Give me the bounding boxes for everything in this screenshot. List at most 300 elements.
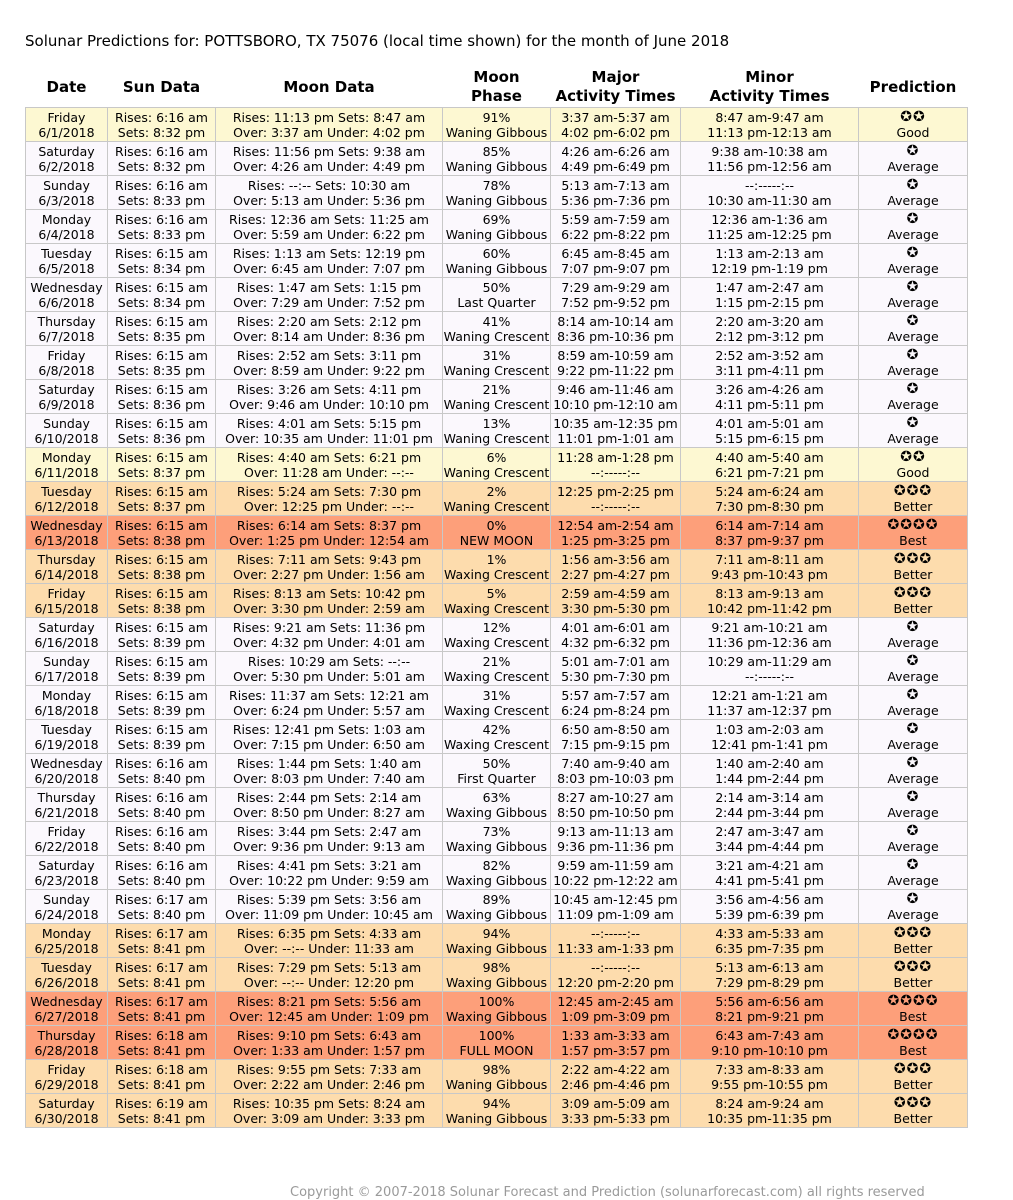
major-cell bbox=[551, 584, 681, 618]
major-time-1: 11:28 am-1:28 pm bbox=[557, 449, 674, 465]
major-time-1: 7:29 am-9:29 am bbox=[561, 279, 670, 295]
rating-label: Average bbox=[887, 906, 939, 922]
major-time-1: 4:01 am-6:01 am bbox=[561, 619, 670, 635]
minor-time-2: 6:21 pm-7:21 pm bbox=[715, 464, 824, 480]
major-cell bbox=[551, 822, 681, 856]
phase-percent: 94% bbox=[482, 925, 511, 941]
prediction-cell bbox=[859, 788, 968, 822]
date-value: 6/1/2018 bbox=[38, 124, 95, 140]
minor-time-2: 11:13 pm-12:13 am bbox=[707, 124, 832, 140]
major-cell bbox=[551, 244, 681, 278]
date-cell bbox=[26, 924, 108, 958]
minor-cell bbox=[681, 686, 859, 720]
major-time-2: 7:52 pm-9:52 pm bbox=[561, 294, 670, 310]
moon-over-under: Over: 1:25 pm Under: 12:54 am bbox=[229, 532, 429, 548]
date-value: 6/10/2018 bbox=[34, 430, 99, 446]
phase-percent: 12% bbox=[482, 619, 511, 635]
minor-time-1: 1:03 am-2:03 am bbox=[715, 721, 824, 737]
minor-time-2: 11:36 pm-12:36 am bbox=[707, 634, 832, 650]
phase-cell bbox=[443, 346, 551, 380]
phase-percent: 78% bbox=[482, 177, 511, 193]
moon-over-under: Over: 11:28 am Under: --:-- bbox=[244, 464, 414, 480]
minor-time-1: 8:13 am-9:13 am bbox=[715, 585, 824, 601]
phase-name: Waning Crescent bbox=[443, 498, 550, 514]
phase-percent: 13% bbox=[482, 415, 511, 431]
prediction-cell bbox=[859, 1026, 968, 1060]
rating-label: Average bbox=[887, 838, 939, 854]
moon-cell bbox=[216, 788, 443, 822]
moon-over-under: Over: 3:37 am Under: 4:02 pm bbox=[233, 124, 425, 140]
star-rating-icon: ✪ bbox=[906, 754, 920, 771]
sun-cell bbox=[108, 1094, 216, 1128]
sun-set: Sets: 8:34 pm bbox=[117, 260, 206, 276]
date-cell bbox=[26, 788, 108, 822]
phase-percent: 98% bbox=[482, 959, 511, 975]
date-cell bbox=[26, 618, 108, 652]
minor-cell bbox=[681, 414, 859, 448]
sun-set: Sets: 8:41 pm bbox=[117, 974, 206, 990]
minor-time-1: 2:47 am-3:47 am bbox=[715, 823, 824, 839]
col-moon-data: Moon Data bbox=[216, 67, 443, 108]
phase-name: Waxing Gibbous bbox=[445, 838, 548, 854]
moon-over-under: Over: 11:09 pm Under: 10:45 am bbox=[225, 906, 433, 922]
major-time-2: 7:15 pm-9:15 pm bbox=[561, 736, 670, 752]
date-value: 6/9/2018 bbox=[38, 396, 95, 412]
minor-time-2: 4:11 pm-5:11 pm bbox=[715, 396, 824, 412]
sun-cell bbox=[108, 448, 216, 482]
table-row bbox=[26, 210, 968, 244]
moon-cell bbox=[216, 278, 443, 312]
minor-time-2: 8:21 pm-9:21 pm bbox=[715, 1008, 824, 1024]
minor-cell bbox=[681, 380, 859, 414]
phase-name: Waning Gibbous bbox=[445, 1076, 548, 1092]
moon-rise-set: Rises: 11:56 pm Sets: 9:38 am bbox=[232, 143, 426, 159]
prediction-cell bbox=[859, 652, 968, 686]
phase-cell bbox=[443, 754, 551, 788]
minor-time-1: 3:21 am-4:21 am bbox=[715, 857, 824, 873]
star-rating-icon: ✪✪✪ bbox=[893, 958, 933, 975]
phase-name: Waxing Crescent bbox=[443, 736, 550, 752]
moon-rise-set: Rises: 9:10 pm Sets: 6:43 am bbox=[236, 1027, 422, 1043]
sun-set: Sets: 8:32 pm bbox=[117, 158, 206, 174]
col-prediction: Prediction bbox=[859, 67, 968, 108]
sun-set: Sets: 8:33 pm bbox=[117, 226, 206, 242]
phase-cell bbox=[443, 822, 551, 856]
phase-cell bbox=[443, 1094, 551, 1128]
minor-time-1: 7:33 am-8:33 am bbox=[715, 1061, 824, 1077]
prediction-cell bbox=[859, 482, 968, 516]
major-time-2: 5:36 pm-7:36 pm bbox=[561, 192, 670, 208]
rating-label: Average bbox=[887, 736, 939, 752]
star-rating-icon: ✪ bbox=[906, 312, 920, 329]
phase-name: Waxing Gibbous bbox=[445, 804, 548, 820]
moon-rise-set: Rises: 10:29 am Sets: --:-- bbox=[247, 653, 411, 669]
moon-cell bbox=[216, 1094, 443, 1128]
moon-over-under: Over: 4:32 pm Under: 4:01 am bbox=[233, 634, 425, 650]
day-name: Friday bbox=[47, 1061, 86, 1077]
phase-cell bbox=[443, 108, 551, 142]
minor-cell bbox=[681, 754, 859, 788]
prediction-cell bbox=[859, 414, 968, 448]
phase-name: Waning Gibbous bbox=[445, 260, 548, 276]
phase-name: Waxing Crescent bbox=[443, 702, 550, 718]
phase-percent: 2% bbox=[486, 483, 507, 499]
sun-cell bbox=[108, 992, 216, 1026]
major-cell bbox=[551, 754, 681, 788]
moon-cell bbox=[216, 312, 443, 346]
rating-label: Average bbox=[887, 804, 939, 820]
rating-label: Average bbox=[887, 260, 939, 276]
phase-name: Waning Crescent bbox=[443, 430, 550, 446]
sun-rise: Rises: 6:15 am bbox=[115, 653, 208, 669]
phase-name: Waxing Crescent bbox=[443, 634, 550, 650]
major-time-1: 8:27 am-10:27 am bbox=[557, 789, 674, 805]
minor-cell bbox=[681, 788, 859, 822]
phase-name: Last Quarter bbox=[457, 294, 536, 310]
star-rating-icon: ✪ bbox=[906, 414, 920, 431]
phase-percent: 31% bbox=[482, 687, 511, 703]
major-time-1: 10:45 am-12:45 pm bbox=[553, 891, 678, 907]
sun-rise: Rises: 6:15 am bbox=[115, 687, 208, 703]
minor-cell bbox=[681, 822, 859, 856]
date-value: 6/6/2018 bbox=[38, 294, 95, 310]
minor-time-1: 12:36 am-1:36 am bbox=[711, 211, 828, 227]
minor-time-1: 5:56 am-6:56 am bbox=[715, 993, 824, 1009]
day-name: Friday bbox=[47, 585, 86, 601]
major-time-1: 5:57 am-7:57 am bbox=[561, 687, 670, 703]
sun-set: Sets: 8:37 pm bbox=[117, 464, 206, 480]
rating-label: Best bbox=[899, 532, 927, 548]
header-row bbox=[26, 67, 968, 108]
phase-cell bbox=[443, 312, 551, 346]
major-cell bbox=[551, 482, 681, 516]
moon-rise-set: Rises: 6:35 pm Sets: 4:33 am bbox=[236, 925, 422, 941]
day-name: Monday bbox=[41, 687, 92, 703]
major-time-2: 6:22 pm-8:22 pm bbox=[561, 226, 670, 242]
day-name: Wednesday bbox=[30, 755, 103, 771]
major-cell bbox=[551, 618, 681, 652]
sun-rise: Rises: 6:15 am bbox=[115, 619, 208, 635]
major-time-1: 6:45 am-8:45 am bbox=[561, 245, 670, 261]
major-time-1: 12:45 am-2:45 am bbox=[557, 993, 674, 1009]
major-time-1: 6:50 am-8:50 am bbox=[561, 721, 670, 737]
moon-rise-set: Rises: 5:39 pm Sets: 3:56 am bbox=[236, 891, 422, 907]
phase-name: Waxing Gibbous bbox=[445, 974, 548, 990]
minor-cell bbox=[681, 1094, 859, 1128]
rating-label: Best bbox=[899, 1008, 927, 1024]
sun-rise: Rises: 6:16 am bbox=[115, 143, 208, 159]
date-value: 6/27/2018 bbox=[34, 1008, 99, 1024]
table-row bbox=[26, 244, 968, 278]
star-rating-icon: ✪ bbox=[906, 890, 920, 907]
minor-time-1: 12:21 am-1:21 am bbox=[711, 687, 828, 703]
major-cell bbox=[551, 788, 681, 822]
minor-time-2: 3:44 pm-4:44 pm bbox=[715, 838, 824, 854]
table-row bbox=[26, 720, 968, 754]
table-row bbox=[26, 890, 968, 924]
major-time-1: 3:09 am-5:09 am bbox=[561, 1095, 670, 1111]
date-value: 6/24/2018 bbox=[34, 906, 99, 922]
sun-set: Sets: 8:39 pm bbox=[117, 736, 206, 752]
minor-time-2: 11:56 pm-12:56 am bbox=[707, 158, 832, 174]
minor-time-1: 4:40 am-5:40 am bbox=[715, 449, 824, 465]
date-value: 6/19/2018 bbox=[34, 736, 99, 752]
minor-time-2: --:-----:-- bbox=[744, 668, 795, 684]
sun-cell bbox=[108, 244, 216, 278]
major-time-2: 2:46 pm-4:46 pm bbox=[561, 1076, 670, 1092]
star-rating-icon: ✪ bbox=[906, 142, 920, 159]
date-cell bbox=[26, 448, 108, 482]
minor-cell bbox=[681, 312, 859, 346]
minor-time-2: 10:35 pm-11:35 pm bbox=[707, 1110, 832, 1126]
prediction-cell bbox=[859, 754, 968, 788]
moon-cell bbox=[216, 516, 443, 550]
star-rating-icon: ✪✪ bbox=[900, 448, 926, 465]
table-row bbox=[26, 1026, 968, 1060]
phase-cell bbox=[443, 380, 551, 414]
major-time-2: 3:33 pm-5:33 pm bbox=[561, 1110, 670, 1126]
table-row bbox=[26, 1094, 968, 1128]
sun-set: Sets: 8:40 pm bbox=[117, 906, 206, 922]
table-row bbox=[26, 312, 968, 346]
major-cell bbox=[551, 686, 681, 720]
day-name: Tuesday bbox=[41, 245, 92, 261]
sun-set: Sets: 8:39 pm bbox=[117, 668, 206, 684]
star-rating-icon: ✪ bbox=[906, 278, 920, 295]
day-name: Saturday bbox=[38, 857, 95, 873]
minor-cell bbox=[681, 1060, 859, 1094]
date-cell bbox=[26, 686, 108, 720]
day-name: Tuesday bbox=[41, 721, 92, 737]
major-time-2: 10:10 pm-12:10 am bbox=[553, 396, 678, 412]
minor-time-1: 1:47 am-2:47 am bbox=[715, 279, 824, 295]
major-time-2: 1:57 pm-3:57 pm bbox=[561, 1042, 670, 1058]
sun-cell bbox=[108, 414, 216, 448]
moon-over-under: Over: 5:30 pm Under: 5:01 am bbox=[233, 668, 425, 684]
major-cell bbox=[551, 652, 681, 686]
minor-time-2: 2:44 pm-3:44 pm bbox=[715, 804, 824, 820]
moon-cell bbox=[216, 1026, 443, 1060]
phase-name: Waning Gibbous bbox=[445, 158, 548, 174]
table-row bbox=[26, 550, 968, 584]
day-name: Sunday bbox=[43, 891, 90, 907]
star-rating-icon: ✪ bbox=[906, 346, 920, 363]
phase-name: Waxing Crescent bbox=[443, 566, 550, 582]
moon-rise-set: Rises: 1:44 pm Sets: 1:40 am bbox=[236, 755, 422, 771]
minor-time-1: 2:20 am-3:20 am bbox=[715, 313, 824, 329]
minor-time-2: 5:15 pm-6:15 pm bbox=[715, 430, 824, 446]
date-cell bbox=[26, 856, 108, 890]
moon-rise-set: Rises: 3:44 pm Sets: 2:47 am bbox=[236, 823, 422, 839]
sun-cell bbox=[108, 210, 216, 244]
moon-over-under: Over: 10:22 pm Under: 9:59 am bbox=[229, 872, 429, 888]
major-time-1: 3:37 am-5:37 am bbox=[561, 109, 670, 125]
date-value: 6/15/2018 bbox=[34, 600, 99, 616]
col-major-activity: Major Activity Times bbox=[551, 67, 681, 108]
date-cell bbox=[26, 244, 108, 278]
sun-cell bbox=[108, 958, 216, 992]
sun-cell bbox=[108, 1060, 216, 1094]
rating-label: Average bbox=[887, 328, 939, 344]
moon-cell bbox=[216, 244, 443, 278]
date-cell bbox=[26, 1094, 108, 1128]
minor-cell bbox=[681, 550, 859, 584]
prediction-cell bbox=[859, 380, 968, 414]
minor-time-2: 9:43 pm-10:43 pm bbox=[711, 566, 828, 582]
table-row bbox=[26, 856, 968, 890]
minor-time-2: 11:37 am-12:37 pm bbox=[707, 702, 832, 718]
minor-time-2: 11:25 am-12:25 pm bbox=[707, 226, 832, 242]
phase-percent: 21% bbox=[482, 653, 511, 669]
major-time-2: 9:36 pm-11:36 pm bbox=[557, 838, 674, 854]
rating-label: Best bbox=[899, 1042, 927, 1058]
rating-label: Average bbox=[887, 770, 939, 786]
major-time-1: 8:59 am-10:59 am bbox=[557, 347, 674, 363]
moon-rise-set: Rises: 12:36 am Sets: 11:25 am bbox=[229, 211, 429, 227]
sun-rise: Rises: 6:15 am bbox=[115, 517, 208, 533]
moon-over-under: Over: 7:15 pm Under: 6:50 am bbox=[233, 736, 425, 752]
star-rating-icon: ✪✪✪ bbox=[893, 1060, 933, 1077]
moon-over-under: Over: 7:29 am Under: 7:52 pm bbox=[233, 294, 425, 310]
minor-time-2: 6:35 pm-7:35 pm bbox=[715, 940, 824, 956]
major-time-1: 1:33 am-3:33 am bbox=[561, 1027, 670, 1043]
phase-percent: 63% bbox=[482, 789, 511, 805]
major-time-1: 4:26 am-6:26 am bbox=[561, 143, 670, 159]
table-row bbox=[26, 414, 968, 448]
moon-cell bbox=[216, 1060, 443, 1094]
minor-time-1: 3:56 am-4:56 am bbox=[715, 891, 824, 907]
date-value: 6/23/2018 bbox=[34, 872, 99, 888]
day-name: Tuesday bbox=[41, 959, 92, 975]
prediction-cell bbox=[859, 1094, 968, 1128]
major-time-1: 9:59 am-11:59 am bbox=[557, 857, 674, 873]
sun-set: Sets: 8:33 pm bbox=[117, 192, 206, 208]
sun-set: Sets: 8:34 pm bbox=[117, 294, 206, 310]
phase-cell bbox=[443, 550, 551, 584]
major-cell bbox=[551, 312, 681, 346]
sun-cell bbox=[108, 924, 216, 958]
moon-over-under: Over: 5:13 am Under: 5:36 pm bbox=[233, 192, 425, 208]
phase-percent: 5% bbox=[486, 585, 507, 601]
sun-rise: Rises: 6:16 am bbox=[115, 109, 208, 125]
minor-time-2: 7:29 pm-8:29 pm bbox=[715, 974, 824, 990]
major-time-2: --:-----:-- bbox=[590, 498, 641, 514]
phase-name: Waning Crescent bbox=[443, 464, 550, 480]
moon-cell bbox=[216, 142, 443, 176]
moon-rise-set: Rises: 9:21 am Sets: 11:36 pm bbox=[232, 619, 426, 635]
minor-time-1: 10:29 am-11:29 am bbox=[707, 653, 832, 669]
minor-time-1: 5:13 am-6:13 am bbox=[715, 959, 824, 975]
moon-cell bbox=[216, 618, 443, 652]
minor-cell bbox=[681, 516, 859, 550]
phase-name: NEW MOON bbox=[459, 532, 534, 548]
major-cell bbox=[551, 1026, 681, 1060]
sun-rise: Rises: 6:15 am bbox=[115, 585, 208, 601]
moon-rise-set: Rises: 7:11 am Sets: 9:43 pm bbox=[236, 551, 422, 567]
minor-cell bbox=[681, 958, 859, 992]
major-time-1: 5:59 am-7:59 am bbox=[561, 211, 670, 227]
sun-set: Sets: 8:38 pm bbox=[117, 566, 206, 582]
star-rating-icon: ✪✪✪ bbox=[893, 550, 933, 567]
phase-name: Waning Crescent bbox=[443, 396, 550, 412]
sun-cell bbox=[108, 890, 216, 924]
phase-percent: 89% bbox=[482, 891, 511, 907]
phase-cell bbox=[443, 890, 551, 924]
minor-cell bbox=[681, 448, 859, 482]
col-minor-activity: Minor Activity Times bbox=[681, 67, 859, 108]
major-time-1: 5:13 am-7:13 am bbox=[561, 177, 670, 193]
date-value: 6/22/2018 bbox=[34, 838, 99, 854]
sun-cell bbox=[108, 142, 216, 176]
moon-rise-set: Rises: 12:41 pm Sets: 1:03 am bbox=[232, 721, 426, 737]
sun-rise: Rises: 6:17 am bbox=[115, 891, 208, 907]
day-name: Sunday bbox=[43, 653, 90, 669]
sun-set: Sets: 8:41 pm bbox=[117, 1008, 206, 1024]
moon-rise-set: Rises: 2:52 am Sets: 3:11 pm bbox=[236, 347, 422, 363]
phase-cell bbox=[443, 1026, 551, 1060]
major-time-2: --:-----:-- bbox=[590, 464, 641, 480]
phase-cell bbox=[443, 686, 551, 720]
major-time-2: 11:09 pm-1:09 am bbox=[557, 906, 674, 922]
major-time-2: 3:30 pm-5:30 pm bbox=[561, 600, 670, 616]
sun-cell bbox=[108, 482, 216, 516]
sun-set: Sets: 8:39 pm bbox=[117, 634, 206, 650]
moon-rise-set: Rises: 1:13 am Sets: 12:19 pm bbox=[232, 245, 426, 261]
phase-name: Waning Gibbous bbox=[445, 226, 548, 242]
moon-over-under: Over: 9:36 pm Under: 9:13 am bbox=[233, 838, 425, 854]
minor-time-1: 4:33 am-5:33 am bbox=[715, 925, 824, 941]
moon-cell bbox=[216, 686, 443, 720]
major-cell bbox=[551, 856, 681, 890]
sun-cell bbox=[108, 516, 216, 550]
phase-cell bbox=[443, 856, 551, 890]
date-cell bbox=[26, 176, 108, 210]
star-rating-icon: ✪ bbox=[906, 822, 920, 839]
star-rating-icon: ✪ bbox=[906, 618, 920, 635]
minor-time-1: 2:14 am-3:14 am bbox=[715, 789, 824, 805]
prediction-cell bbox=[859, 278, 968, 312]
sun-rise: Rises: 6:15 am bbox=[115, 245, 208, 261]
phase-cell bbox=[443, 618, 551, 652]
sun-rise: Rises: 6:16 am bbox=[115, 823, 208, 839]
phase-cell bbox=[443, 448, 551, 482]
minor-time-2: 1:44 pm-2:44 pm bbox=[715, 770, 824, 786]
date-value: 6/14/2018 bbox=[34, 566, 99, 582]
moon-over-under: Over: 2:27 pm Under: 1:56 am bbox=[233, 566, 425, 582]
day-name: Friday bbox=[47, 823, 86, 839]
minor-cell bbox=[681, 652, 859, 686]
table-row bbox=[26, 176, 968, 210]
minor-time-1: 6:14 am-7:14 am bbox=[715, 517, 824, 533]
phase-name: Waxing Gibbous bbox=[445, 940, 548, 956]
phase-cell bbox=[443, 958, 551, 992]
prediction-cell bbox=[859, 550, 968, 584]
star-rating-icon: ✪✪ bbox=[900, 108, 926, 125]
rating-label: Average bbox=[887, 668, 939, 684]
date-value: 6/7/2018 bbox=[38, 328, 95, 344]
day-name: Wednesday bbox=[30, 517, 103, 533]
moon-cell bbox=[216, 652, 443, 686]
minor-time-2: 12:19 pm-1:19 pm bbox=[711, 260, 828, 276]
phase-percent: 100% bbox=[478, 1027, 515, 1043]
minor-cell bbox=[681, 618, 859, 652]
major-time-2: 5:30 pm-7:30 pm bbox=[561, 668, 670, 684]
major-cell bbox=[551, 958, 681, 992]
date-cell bbox=[26, 414, 108, 448]
phase-name: Waning Gibbous bbox=[445, 1110, 548, 1126]
table-row bbox=[26, 482, 968, 516]
day-name: Tuesday bbox=[41, 483, 92, 499]
